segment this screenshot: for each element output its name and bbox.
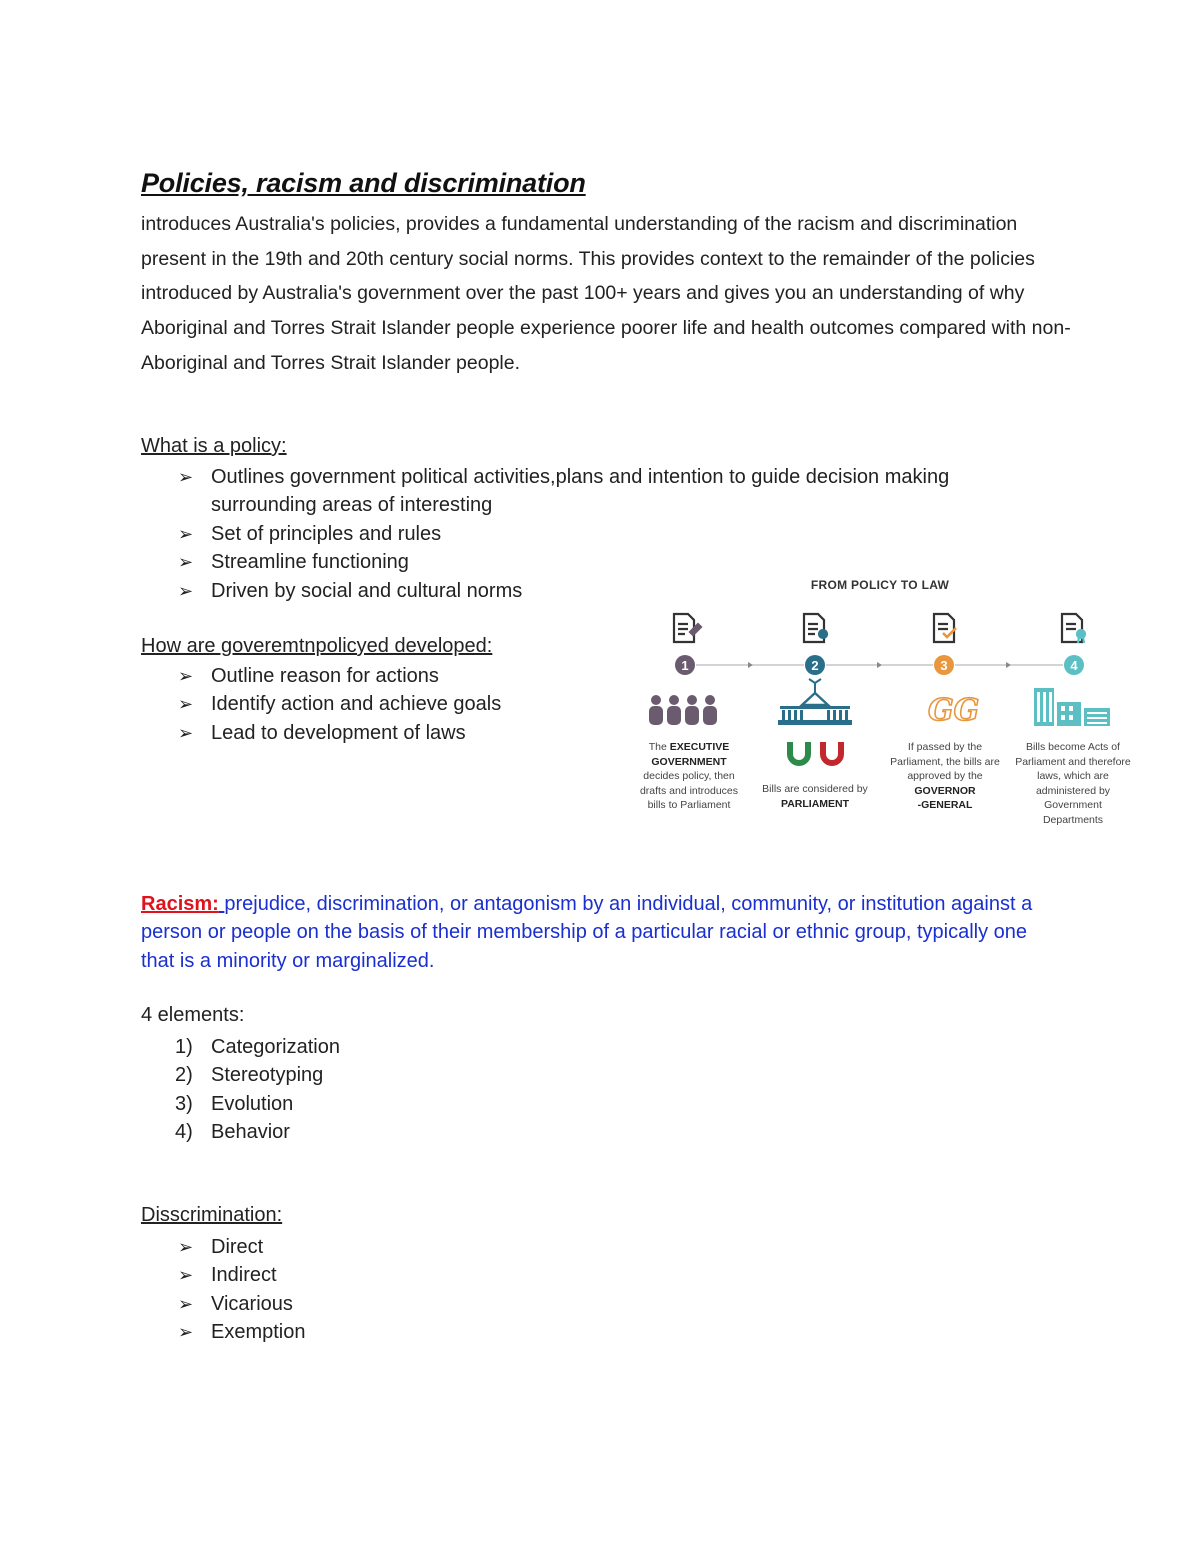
arrow-bullet-icon: ➢	[178, 1265, 194, 1286]
arrow-bullet-icon: ➢	[178, 1322, 194, 1343]
arrow-bullet-icon: ➢	[178, 666, 194, 686]
arrow-bullet-icon: ➢	[178, 694, 194, 715]
racism-definition	[141, 890, 1041, 975]
list-item: ➢ Driven by social and cultural norms	[141, 577, 1041, 605]
list-item: ➢ Indirect	[141, 1261, 641, 1289]
list-item: ➢ Outlines government political activities,plans and intention to guide decision making surrounding areas of interesting	[141, 463, 1041, 520]
step-3-caption: If passed by the Parliament, the bills are approved by the GOVERNOR -GENERAL	[890, 741, 1000, 811]
government-buildings-icon	[1034, 688, 1110, 726]
people-icon	[649, 695, 717, 725]
document-icon	[804, 614, 827, 642]
list-item: 4) Behavior	[175, 1121, 290, 1144]
document-icon	[934, 614, 956, 642]
arrow-bullet-icon: ➢	[178, 1237, 194, 1257]
list-item: ➢ Set of principles and rules	[141, 520, 1041, 548]
list-item: 2) Stereotyping	[175, 1064, 324, 1087]
step-4-caption: Bills become Acts of Parliament and therefore laws, which are administered by Government Departments	[1015, 741, 1131, 826]
list-item: ➢ Exemption	[141, 1318, 641, 1346]
development-heading: How are goveremtnpolicyed developed:	[141, 635, 493, 657]
racism-term: Racism:	[141, 893, 219, 915]
step-1-caption: The EXECUTIVE GOVERNMENT decides policy, then drafts and introduces bills to Parliament	[639, 741, 739, 811]
policy-to-law-infographic	[630, 570, 1140, 840]
arrow-bullet-icon: ➢	[178, 467, 194, 487]
arrow-bullet-icon: ➢	[178, 552, 194, 573]
discrimination-list	[141, 1233, 641, 1347]
step-number-label: 2	[811, 658, 819, 673]
list-item: ➢ Direct	[141, 1233, 641, 1261]
list-item: 3) Evolution	[175, 1092, 294, 1115]
arrow-bullet-icon: ➢	[178, 523, 194, 544]
arrow-bullet-icon: ➢	[178, 722, 194, 743]
list-item: ➢ Streamline functioning	[141, 548, 1041, 576]
parliament-house-icon	[778, 679, 852, 725]
gg-monogram: GG	[928, 693, 980, 728]
development-list	[141, 662, 601, 747]
step-2-caption: Bills are considered by PARLIAMENT	[762, 783, 868, 810]
elements-label: 4 elements:	[141, 1004, 245, 1026]
infographic-title: FROM POLICY TO LAW	[810, 578, 950, 592]
list-item: ➢ Vicarious	[141, 1290, 641, 1318]
list-item: ➢ Identify action and achieve goals	[141, 690, 601, 718]
document-icon	[674, 614, 701, 642]
policy-heading: What is a policy:	[141, 435, 287, 457]
step-number-label: 1	[681, 658, 689, 673]
arrow-bullet-icon: ➢	[178, 580, 194, 601]
intro-paragraph: introduces Australia's policies, provides a fundamental understanding of the racism and discrimination present in the 19th and 20th century social norms. This provides context to the remainder of the policies introduced by Australia's government over the past 100+ years and gives you an understanding of why Aboriginal and Torres Strait Islander people experience poorer life and health outcomes compared with non-Aboriginal and Torres Strait Islander people.	[141, 213, 1071, 374]
arrow-bullet-icon: ➢	[178, 1293, 194, 1314]
page-title: Policies, racism and discrimination	[141, 168, 586, 198]
document-icon	[1062, 614, 1085, 643]
parliament-chambers-icon	[790, 742, 841, 763]
discrimination-heading: Disscrimination:	[141, 1204, 283, 1226]
elements-list	[141, 1033, 340, 1147]
racism-definition-text: prejudice, discrimination, or antagonism by an individual, community, or institution against a person or people on the basis of their membership of a particular racial or ethnic group, typically one that is a minority or marginalized.	[141, 893, 1033, 972]
list-item: ➢ Lead to development of laws	[141, 719, 601, 747]
step-number-label: 3	[940, 658, 948, 673]
step-number-label: 4	[1070, 658, 1078, 673]
list-item: ➢ Outline reason for actions	[141, 662, 601, 690]
list-item: 1) Categorization	[175, 1036, 340, 1058]
